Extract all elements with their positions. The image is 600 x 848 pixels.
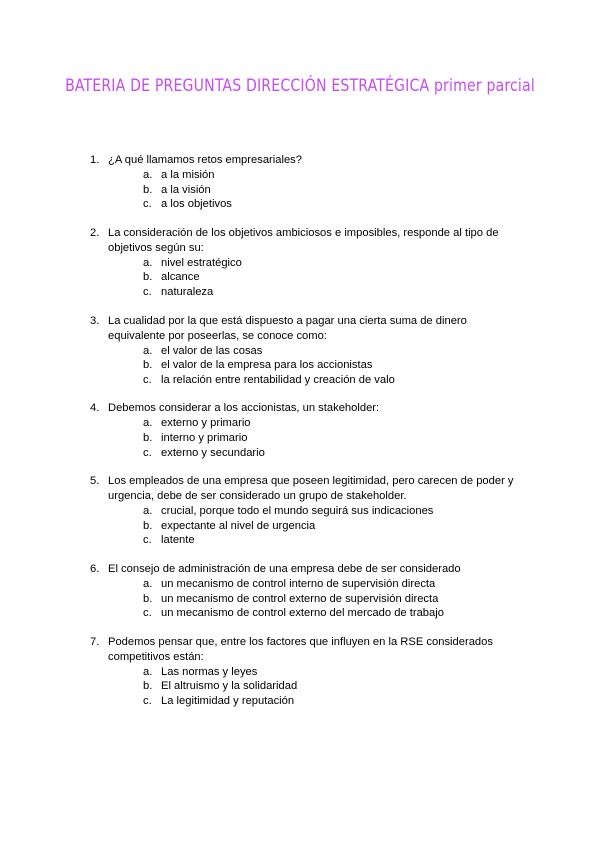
question-text: La consideración de los objetivos ambiciosos e imposibles, responde al tipo de objetivos según su: [108,226,499,254]
answer-option [143,665,520,680]
option-text: externo y secundario [161,446,265,459]
answer-option [143,606,520,621]
option-text: La legitimidad y reputación [161,694,295,707]
option-text: naturaleza [161,285,214,298]
question-list [90,153,520,722]
question-2 [90,226,520,300]
question-4 [90,401,520,460]
answer-option [143,679,520,694]
option-letter: a. [143,344,153,357]
question-3 [90,314,520,388]
question-number: 4. [90,402,100,415]
option-letter: b. [143,359,153,372]
option-letter: c. [143,607,152,620]
option-letter: a. [143,417,153,430]
option-list [108,504,520,548]
option-letter: b. [143,680,153,693]
answer-option [143,344,520,359]
question-text: El consejo de administración de una empresa debe de ser considerado [108,562,461,575]
answer-option [143,519,520,534]
option-letter: c. [143,694,152,707]
option-text: a los objetivos [161,198,232,211]
option-list [108,577,520,621]
question-number: 6. [90,562,100,575]
answer-option [143,285,520,300]
option-letter: a. [143,505,153,518]
answer-option [143,256,520,271]
option-list [108,344,520,388]
option-text: el valor de la empresa para los accionistas [161,359,373,372]
answer-option [143,533,520,548]
option-letter: c. [143,446,152,459]
option-text: el valor de las cosas [161,344,263,357]
option-text: alcance [161,271,200,284]
answer-option [143,694,520,709]
option-text: interno y primario [161,431,248,444]
option-text: crucial, porque todo el mundo seguirá sus indicaciones [161,505,434,518]
option-letter: b. [143,519,153,532]
option-letter: a. [143,665,153,678]
answer-option [143,592,520,607]
option-letter: b. [143,592,153,605]
option-text: a la misión [161,169,215,181]
option-letter: b. [143,431,153,444]
option-list [108,256,520,300]
answer-option [143,270,520,285]
option-letter: a. [143,577,153,590]
option-list [108,416,520,460]
answer-option [143,183,520,198]
answer-option [143,373,520,388]
question-text: Podemos pensar que, entre los factores que influyen en la RSE considerados competitivos están: [108,635,493,663]
answer-option [143,416,520,431]
option-text: un mecanismo de control interno de supervisión directa [161,577,436,590]
option-text: externo y primario [161,417,251,430]
option-text: la relación entre rentabilidad y creación de valo [161,373,395,386]
answer-option [143,446,520,461]
document-title: BATERIA DE PREGUNTAS DIRECCIÓN ESTRATÉGICA primer parcial [65,76,535,96]
option-letter: b. [143,183,153,196]
option-text: un mecanismo de control externo de supervisión directa [161,592,439,605]
option-list [108,168,520,212]
question-number: 5. [90,475,100,488]
option-text: Las normas y leyes [161,665,258,678]
question-text: Debemos considerar a los accionistas, un stakeholder: [108,402,380,415]
answer-option [143,197,520,212]
option-letter: c. [143,198,152,211]
option-letter: c. [143,285,152,298]
option-text: expectante al nivel de urgencia [161,519,316,532]
question-5 [90,474,520,548]
answer-option [143,431,520,446]
question-number: 3. [90,314,100,327]
question-number: 2. [90,226,100,239]
option-list [108,665,520,709]
option-text: nivel estratégico [161,256,242,269]
question-number: 7. [90,635,100,648]
question-text: ¿A qué llamamos retos empresariales? [108,154,302,166]
answer-option [143,577,520,592]
answer-option [143,168,520,183]
option-text: latente [161,534,195,547]
question-7 [90,635,520,709]
option-letter: b. [143,271,153,284]
option-letter: c. [143,534,152,547]
question-1 [90,153,520,212]
answer-option [143,358,520,373]
question-6 [90,562,520,621]
option-letter: a. [143,256,153,269]
question-text: Los empleados de una empresa que poseen legitimidad, pero carecen de poder y urgencia, debe de ser considerado un grupo de stakeholder. [108,475,514,503]
option-text: a la visión [161,183,211,196]
question-number: 1. [90,154,100,166]
option-letter: c. [143,373,152,386]
option-text: El altruismo y la solidaridad [161,680,298,693]
option-letter: a. [143,169,153,181]
option-text: un mecanismo de control externo del mercado de trabajo [161,607,444,620]
answer-option [143,504,520,519]
question-text: La cualidad por la que está dispuesto a pagar una cierta suma de dinero equivalente por poseerlas, se conoce como: [108,314,467,342]
